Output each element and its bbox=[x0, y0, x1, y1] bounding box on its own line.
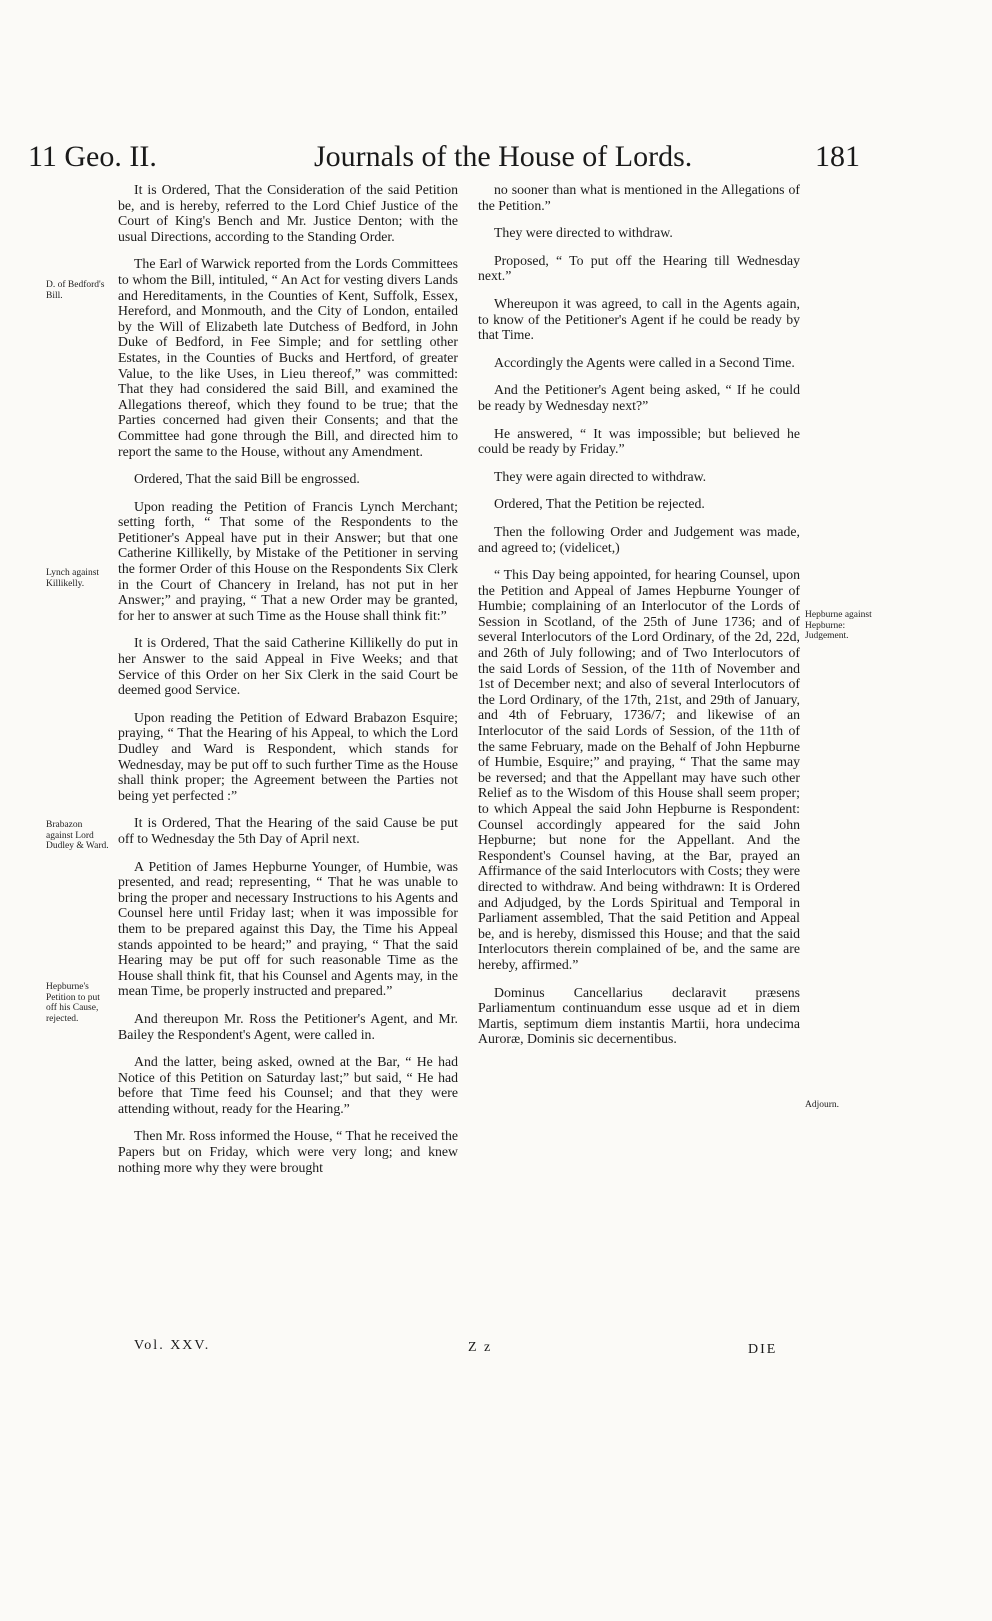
margin-note-bedford: D. of Bedford's Bill. bbox=[46, 280, 105, 301]
right-column bbox=[478, 182, 800, 1059]
paragraph-right-7: He answered, “ It was impossible; but believed he could be ready by Friday.” bbox=[478, 425, 800, 457]
paragraph-right-4: Whereupon it was agreed, to call in the Agents again, to know of the Petitioner's Agent if he could be ready by that Time. bbox=[478, 295, 800, 343]
paragraph-right-3: Proposed, “ To put off the Hearing till Wednesday next.” bbox=[478, 252, 800, 284]
margin-note-lynch: Lynch against Killikelly. bbox=[46, 568, 100, 589]
paragraph-left-8: A Petition of James Hepburne Younger, of Humbie, was presented, and read; representing, “ That he was unable to bring the proper and necessary Instructions to his Agents and Counsel here until Friday last; when it was impossible for them to be prepared against this Day, the Time his Appeal stands appointed to be heard;” and praying, “ That the said Hearing may be put off for such reasonable Time as the House shall think fit, that his Counsel and Agents may, in the mean Time, be properly instructed and prepared.” bbox=[118, 858, 458, 999]
paragraph-left-11: Then Mr. Ross informed the House, “ That he received the Papers but on Friday, which were very long; and knew nothing more why they were brought bbox=[118, 1128, 458, 1175]
margin-note-hepburne-judgement: Hepburne against Hepburne: Judgement. bbox=[805, 610, 872, 641]
catchword: DIE bbox=[748, 1342, 778, 1357]
margin-note-adjourn: Adjourn. bbox=[805, 1100, 840, 1110]
paragraph-left-10: And the latter, being asked, owned at the Bar, “ He had Notice of this Petition on Saturday last;” but said, “ He had before that Time feed his Counsel; and that they were attending without, ready for the Hearing.” bbox=[118, 1054, 458, 1116]
volume-number: Vol. XXV. bbox=[134, 1338, 211, 1353]
paragraph-right-5: Accordingly the Agents were called in a Second Time. bbox=[494, 354, 795, 370]
paragraph-left-1: It is Ordered, That the Consideration of the said Petition be, and is hereby, referred to the Lord Chief Justice of the Court of King's Bench and Mr. Justice Denton; with the usual Directions, according to the Standing Order. bbox=[118, 182, 458, 244]
paragraph-left-3: Ordered, That the said Bill be engrossed. bbox=[134, 471, 360, 487]
margin-note-hepburn-petition: Hepburne's Petition to put off his Cause, rejected. bbox=[46, 982, 100, 1024]
paragraph-right-2: They were directed to withdraw. bbox=[494, 225, 673, 241]
paragraph-left-5: It is Ordered, That the said Catherine Killikelly do put in her Answer to the said Appeal in Five Weeks; and that Service of this Order on her Six Clerk in the said Court be deemed good Service. bbox=[118, 635, 458, 698]
paragraph-left-9: And thereupon Mr. Ross the Petitioner's Agent, and Mr. Bailey the Respondent's Agent, were called in. bbox=[118, 1010, 458, 1042]
regnal-year: 11 Geo. II. bbox=[28, 140, 157, 173]
left-column bbox=[118, 182, 458, 1187]
paragraph-left-2: The Earl of Warwick reported from the Lords Committees to whom the Bill, intituled, “ An Act for vesting divers Lands and Hereditaments, in the Counties of Kent, Suffolk, Essex, Hereford, and Monmouth, and the City of London, entailed by the Will of Elizabeth late Dutchess of Bedford, in John Duke of Bedford, in Fee Simple; and for settling other Estates, in the Counties of Bucks and Hertford, of greater Value, to the like Uses, in Lieu thereof,” was committed: That they had considered the said Bill, and examined the Allegations thereof, which they found to be true; that the Parties concerned had given their Consents; and that the Committee had gone through the Bill, and directed him to report the same to the House, without any Amendment. bbox=[118, 256, 458, 459]
paragraph-right-6: And the Petitioner's Agent being asked, “ If he could be ready by Wednesday next?” bbox=[478, 382, 800, 413]
paragraph-right-9: Ordered, That the Petition be rejected. bbox=[494, 496, 705, 512]
paragraph-right-12: Dominus Cancellarius declaravit præsens Parliamentum continuandum esse usque ad et in diem Martis, septimum diem instantis Martii, hora undecima Auroræ, Dominis sic decernentibus. bbox=[478, 984, 800, 1047]
paragraph-left-7: It is Ordered, That the Hearing of the said Cause be put off to Wednesday the 5th Day of April next. bbox=[118, 815, 458, 846]
page-number: 181 bbox=[815, 140, 860, 173]
margin-note-brabazon: Brabazon against Lord Dudley & Ward. bbox=[46, 820, 109, 851]
paragraph-left-4: Upon reading the Petition of Francis Lynch Merchant; setting forth, “ That some of the Respondents to the Petitioner's Appeal have put in their Answer; but that one Catherine Killikelly, by Mistake of the Petitioner in serving the former Order of this House on the Respondents Six Clerk in the Court of Chancery in Ireland, has not put in her Answer;” and praying, “ That a new Order may be granted, for her to answer at such Time as the House shall think fit:” bbox=[118, 498, 458, 623]
paragraph-right-11: “ This Day being appointed, for hearing Counsel, upon the Petition and Appeal of James Hepburne Younger of Humbie; complaining of an Interlocutor of the Lords of Session in Scotland, of the 25th of June 1736; and of several Interlocutors of the Lord Ordinary, of the 2d, 22d, and 26th of July following; and of Two Interlocutors of the said Lords of Session, of the 11th of November and 1st of December next; and also of several Interlocutors of the Lord Ordinary, of the 17th, 21st, and 29th of January, and 4th of February, 1736/7; and likewise of an Interlocutor of the said Lords of Session, of the 11th of the same February, made on the Behalf of John Hepburne of Humbie, Esquire;” and praying, “ That the same may be reversed; and that the Appellant may have such other Relief as to the Wisdom of this House shall seem proper; to which Appeal the said John Hepburne is Respondent: Counsel accordingly appeared for the said John Hepburne; but none for the Appellant. And the Respondent's Counsel having, at the Bar, prayed an Affirmance of the said Interlocutors with Costs; they were directed to withdraw. And being withdrawn: It is Ordered and Adjudged, by the Lords Spiritual and Temporal in Parliament assembled, That the said Petition and Appeal be, and is hereby, dismissed this House; and that the said Interlocutors therein complained of be, and the same are hereby, affirmed.” bbox=[478, 567, 800, 972]
paragraph-right-1: no sooner than what is mentioned in the Allegations of the Petition.” bbox=[478, 182, 800, 213]
paragraph-right-8: They were again directed to withdraw. bbox=[494, 468, 707, 484]
page-title: Journals of the House of Lords. bbox=[314, 140, 693, 173]
signature-mark: Z z bbox=[468, 1340, 493, 1355]
paragraph-left-6: Upon reading the Petition of Edward Brabazon Esquire; praying, “ That the Hearing of his Appeal, to which the Lord Dudley and Ward is Respondent, which stands for Wednesday, may be put off to such further Time as the House shall think proper; the Agreement between the Parties not being yet perfected :” bbox=[118, 709, 458, 803]
paragraph-right-10: Then the following Order and Judgement was made, and agreed to; (videlicet,) bbox=[478, 523, 800, 555]
